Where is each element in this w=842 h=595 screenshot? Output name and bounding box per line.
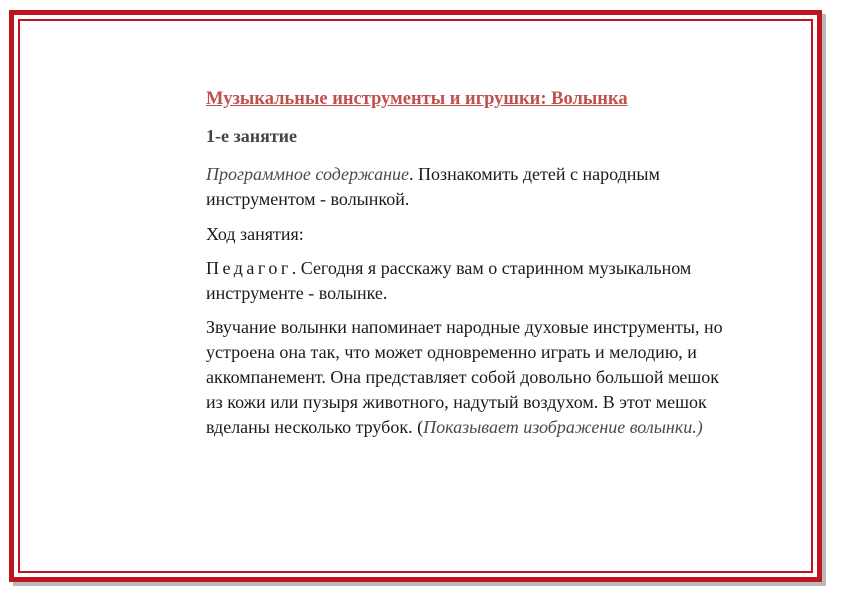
- slide-content: [206, 86, 726, 448]
- teacher-paragraph: [206, 256, 726, 306]
- lesson-number: 1-е занятие: [206, 126, 298, 146]
- teacher-label: Педагог: [206, 258, 292, 278]
- program-text: . Познакомить детей с народным инструментом - волынкой.: [206, 164, 660, 209]
- description-paragraph: [206, 315, 726, 440]
- action-note: Показывает изображение волынки.): [423, 417, 703, 437]
- program-paragraph: [206, 162, 726, 212]
- teacher-text: . Сегодня я расскажу вам о старинном музыкальном инструменте - волынке.: [206, 258, 692, 303]
- description-text: Звучание волынки напоминает народные духовые инструменты, но устроена она так, что может одновременно играть и мелодию, и аккомпанемент. Она представляет собой довольно большой мешок из кожи или пузыря животного, надутый воздухом. В этот мешок вделаны несколько трубок. (: [206, 317, 723, 437]
- program-label: Программное содержание: [206, 164, 410, 184]
- document-title: Музыкальные инструменты и игрушки: Волынка: [206, 89, 628, 109]
- course-heading: Ход занятия:: [206, 224, 304, 244]
